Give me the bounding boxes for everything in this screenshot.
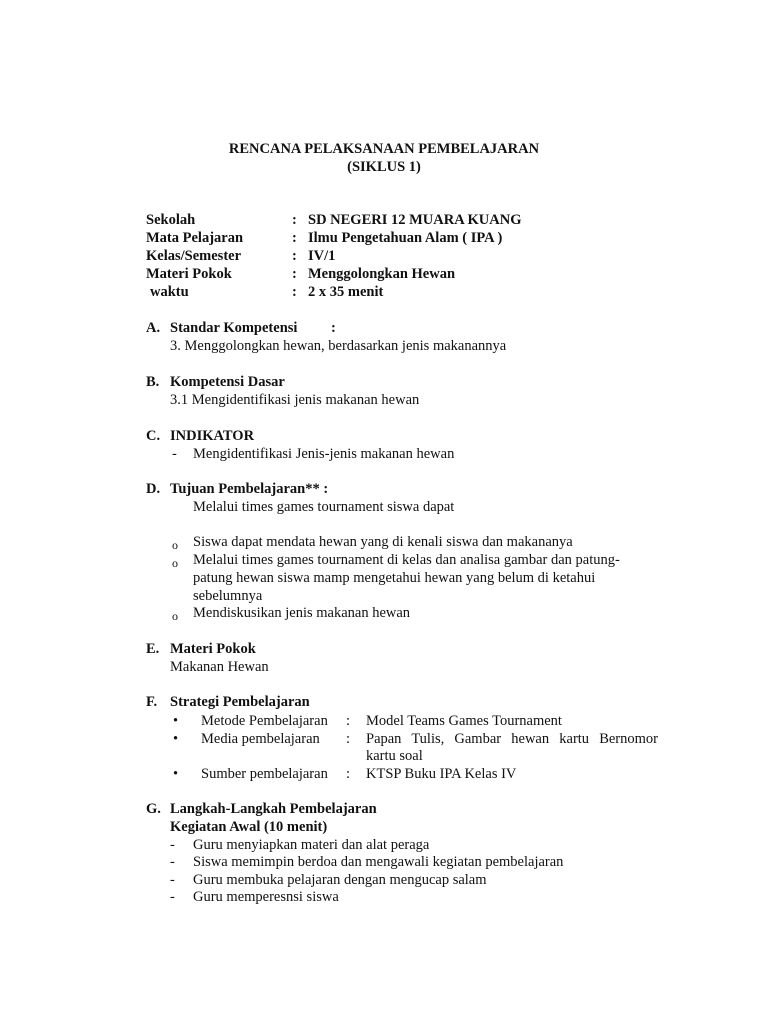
identity-value: SD NEGERI 12 MUARA KUANG <box>308 212 522 228</box>
identity-label: Materi Pokok <box>146 266 232 282</box>
section-content: 3. Menggolongkan hewan, berdasarkan jenis makanannya <box>170 338 507 354</box>
section-heading: Langkah-Langkah Pembelajaran <box>170 801 377 817</box>
strategy-separator: : <box>346 766 351 782</box>
list-item: Siswa memimpin berdoa dan mengawali kegiatan pembelajaran <box>193 854 564 870</box>
identity-separator: : <box>292 284 297 300</box>
section-letter: F. <box>146 694 158 710</box>
section-heading: Kompetensi Dasar <box>170 374 285 390</box>
strategy-separator: : <box>346 713 351 729</box>
list-bullet: - <box>170 889 175 905</box>
strategy-label: Media pembelajaran <box>201 731 320 747</box>
strategy-value: Model Teams Games Tournament <box>366 713 562 729</box>
identity-separator: : <box>292 248 297 264</box>
list-item-continuation: sebelumnya <box>193 588 263 604</box>
identity-value: IV/1 <box>308 248 336 264</box>
identity-label: waktu <box>150 284 189 300</box>
list-item: Siswa dapat mendata hewan yang di kenali siswa dan makananya <box>193 534 573 550</box>
section-subheading: Kegiatan Awal (10 menit) <box>170 819 328 835</box>
identity-separator: : <box>292 212 297 228</box>
section-letter: B. <box>146 374 160 390</box>
list-bullet: o <box>172 556 178 570</box>
section-letter: A. <box>146 320 161 336</box>
list-bullet: o <box>172 538 178 552</box>
list-item: Guru memperesnsi siswa <box>193 889 339 905</box>
list-bullet: o <box>172 609 178 623</box>
section-heading: Tujuan Pembelajaran** : <box>170 481 329 497</box>
section-intro: Melalui times games tournament siswa dapat <box>193 499 455 515</box>
strategy-label: Sumber pembelajaran <box>201 766 328 782</box>
identity-value: Menggolongkan Hewan <box>308 266 456 282</box>
section-heading: INDIKATOR <box>170 428 255 444</box>
document-subtitle: (SIKLUS 1) <box>347 159 421 175</box>
identity-label: Mata Pelajaran <box>146 230 244 246</box>
identity-value: 2 x 35 menit <box>308 284 384 300</box>
section-letter: G. <box>146 801 161 817</box>
strategy-value-continuation: kartu soal <box>366 748 423 764</box>
identity-separator: : <box>292 230 297 246</box>
section-separator: : <box>331 320 336 336</box>
list-item: Guru menyiapkan materi dan alat peraga <box>193 837 430 853</box>
list-bullet: - <box>172 446 177 462</box>
section-heading: Strategi Pembelajaran <box>170 694 310 710</box>
section-heading: Standar Kompetensi <box>170 320 298 336</box>
list-bullet: • <box>173 713 179 729</box>
section-heading: Materi Pokok <box>170 641 256 657</box>
document-title: RENCANA PELAKSANAAN PEMBELAJARAN <box>228 141 540 157</box>
strategy-value: Papan Tulis, Gambar hewan kartu Bernomor <box>366 731 658 747</box>
list-item: Guru membuka pelajaran dengan mengucap salam <box>193 872 487 888</box>
strategy-separator: : <box>346 731 351 747</box>
list-bullet: - <box>170 837 175 853</box>
list-bullet: • <box>173 766 179 782</box>
section-content: Makanan Hewan <box>170 659 269 675</box>
identity-label: Sekolah <box>146 212 196 228</box>
identity-value: Ilmu Pengetahuan Alam ( IPA ) <box>308 230 503 246</box>
identity-label: Kelas/Semester <box>146 248 242 264</box>
strategy-label: Metode Pembelajaran <box>201 713 328 729</box>
strategy-value: KTSP Buku IPA Kelas IV <box>366 766 517 782</box>
list-bullet: • <box>173 731 179 747</box>
list-item: Mendiskusikan jenis makanan hewan <box>193 605 411 621</box>
list-bullet: - <box>170 872 175 888</box>
section-letter: D. <box>146 481 161 497</box>
section-letter: E. <box>146 641 160 657</box>
identity-separator: : <box>292 266 297 282</box>
section-letter: C. <box>146 428 161 444</box>
list-bullet: - <box>170 854 175 870</box>
list-item: Melalui times games tournament di kelas dan analisa gambar dan patung- <box>193 552 620 568</box>
section-content: 3.1 Mengidentifikasi jenis makanan hewan <box>170 392 420 408</box>
section-content: Mengidentifikasi Jenis-jenis makanan hewan <box>193 446 455 462</box>
list-item-continuation: patung hewan siswa mamp mengetahui hewan yang belum di ketahui <box>193 570 596 586</box>
